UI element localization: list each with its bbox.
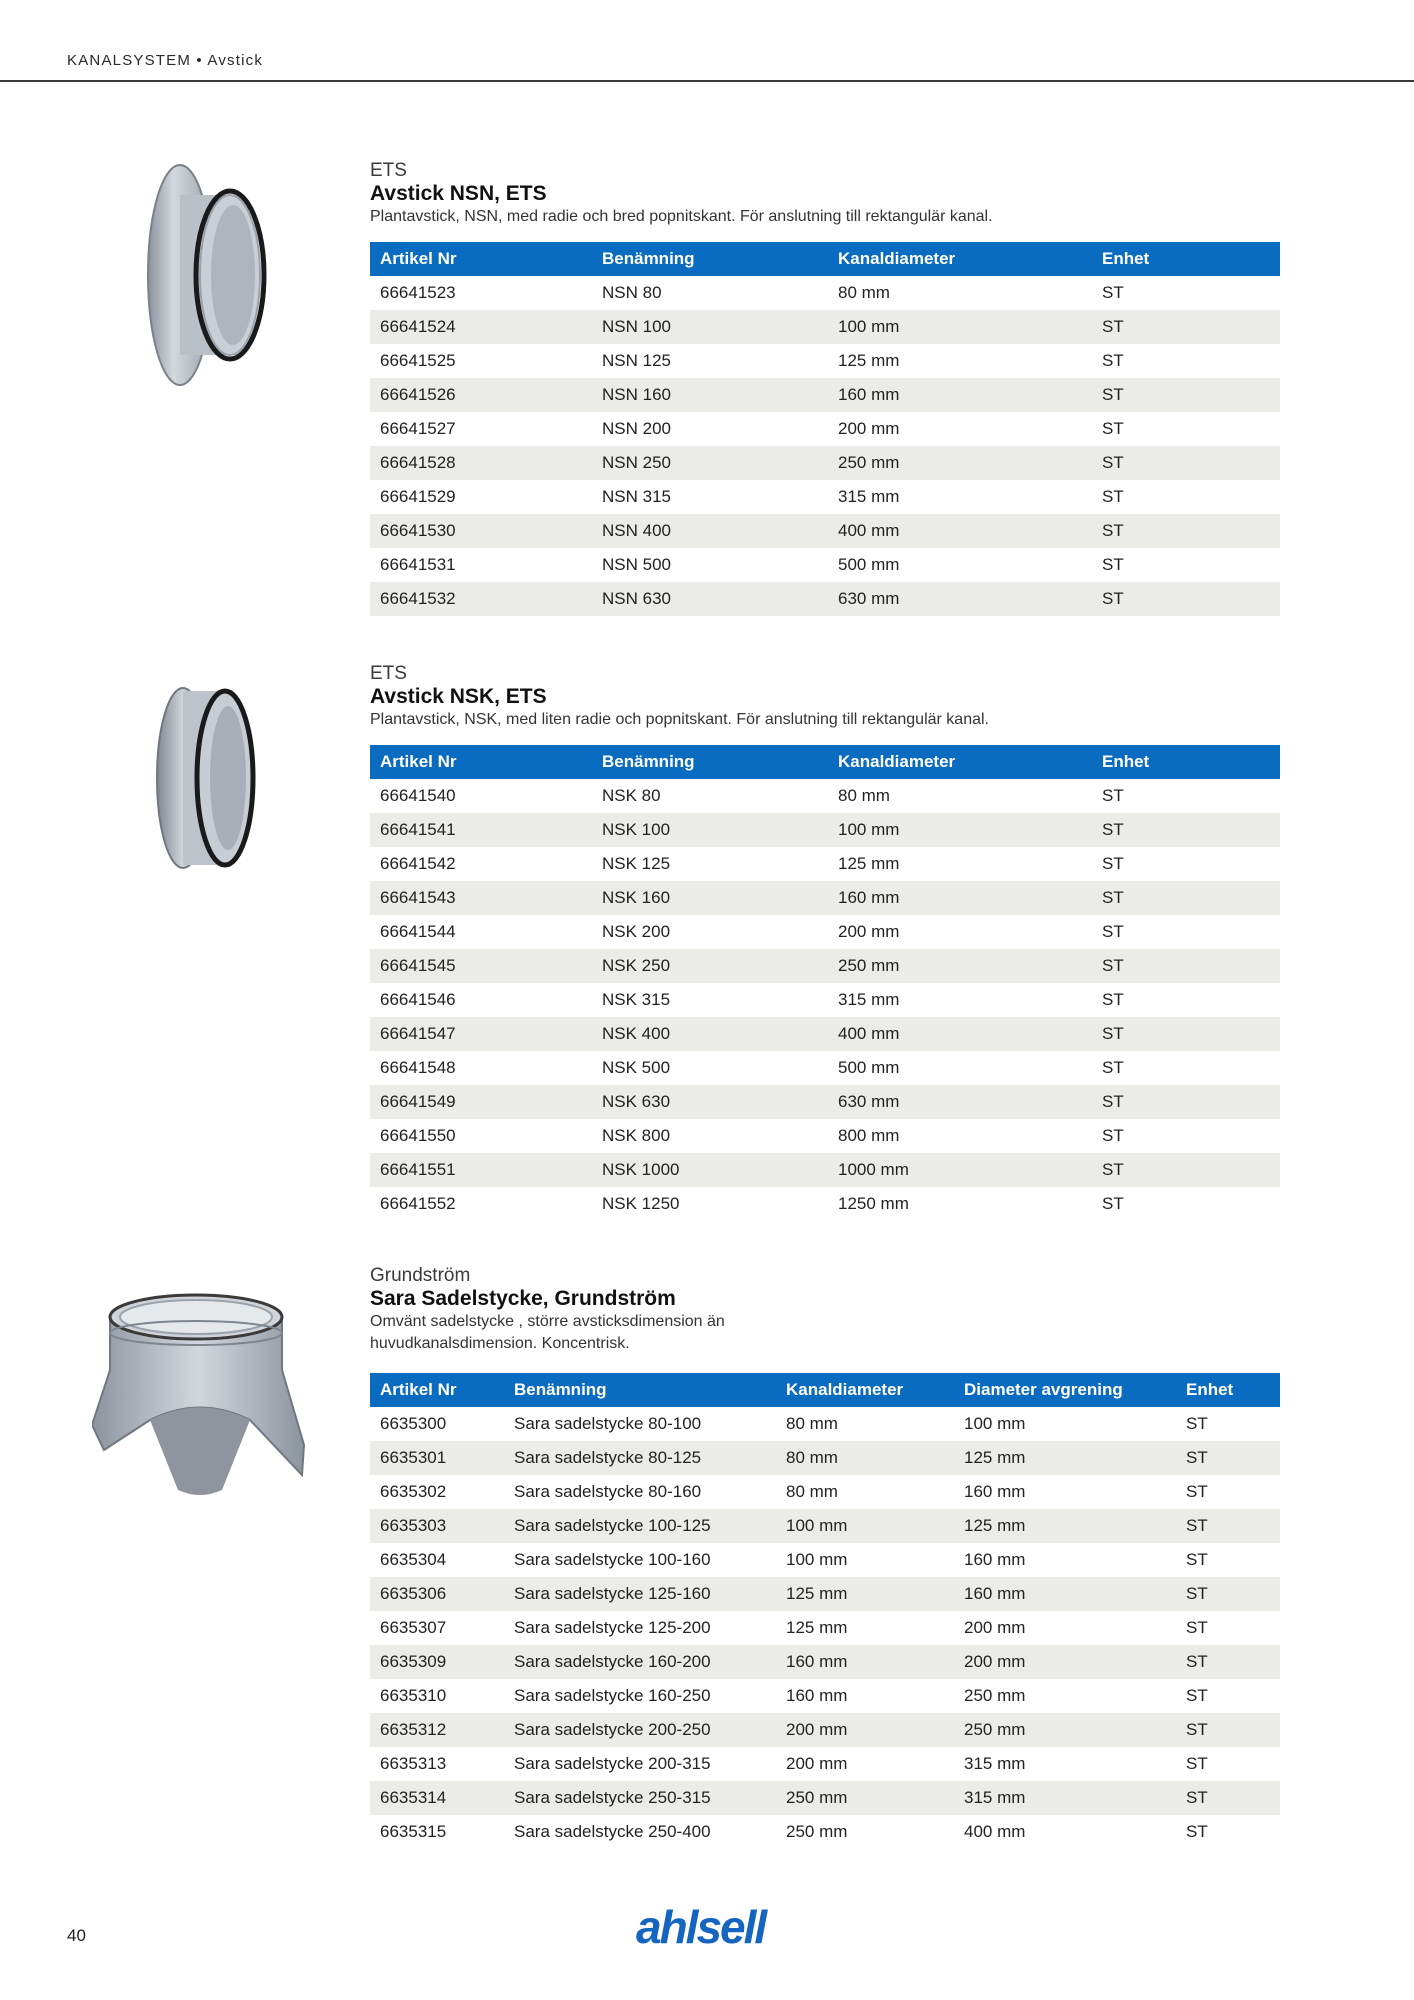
table-cell: 315 mm xyxy=(838,487,900,506)
sara-table xyxy=(370,1373,1280,1849)
table-row xyxy=(370,310,1280,344)
table-cell: 400 mm xyxy=(964,1822,1026,1841)
col-header: Kanaldiameter xyxy=(828,242,1092,276)
table-cell: 400 mm xyxy=(828,514,1092,548)
table-cell: ST xyxy=(1092,813,1280,847)
table-cell: NSK 80 xyxy=(602,786,661,805)
table-row xyxy=(370,813,1280,847)
table-cell: 66641547 xyxy=(370,1017,592,1051)
col-header: Enhet xyxy=(1092,745,1280,779)
table-row xyxy=(370,514,1280,548)
table-cell: NSN 100 xyxy=(592,310,828,344)
table-row xyxy=(370,1407,1280,1441)
table-cell: 66641526 xyxy=(370,378,592,412)
table-row xyxy=(370,1187,1280,1221)
table-cell: ST xyxy=(1102,419,1124,438)
table-row xyxy=(370,1085,1280,1119)
table-cell: 125 mm xyxy=(838,854,900,873)
table-row xyxy=(370,378,1280,412)
table-cell: NSN 315 xyxy=(602,487,671,506)
table-row xyxy=(370,881,1280,915)
sara-texts xyxy=(370,1265,1280,1355)
table-cell: ST xyxy=(1092,1017,1280,1051)
table-cell: ST xyxy=(1102,555,1124,574)
table-cell: ST xyxy=(1186,1618,1208,1637)
table-cell: ST xyxy=(1092,514,1280,548)
table-header-row xyxy=(370,242,1280,276)
col-header: Benämning xyxy=(592,242,828,276)
table-row xyxy=(370,1509,1280,1543)
table-row xyxy=(370,1815,1280,1849)
table-cell: Sara sadelstycke 200-315 xyxy=(514,1754,711,1773)
table-row xyxy=(370,915,1280,949)
product-title: Avstick NSN, ETS xyxy=(370,182,547,205)
table-cell: 800 mm xyxy=(838,1126,900,1145)
table-cell: ST xyxy=(1092,582,1280,616)
table-cell: Sara sadelstycke 80-100 xyxy=(514,1414,702,1433)
table-cell: Sara sadelstycke 250-400 xyxy=(514,1822,711,1841)
table-cell: 100 mm xyxy=(964,1414,1026,1433)
table-row xyxy=(370,582,1280,616)
table-row xyxy=(370,412,1280,446)
table-row xyxy=(370,1441,1280,1475)
table-cell: 250 mm xyxy=(828,949,1092,983)
table-cell: 315 mm xyxy=(838,990,900,1009)
nsn-table xyxy=(370,242,1280,616)
page-header xyxy=(0,0,1414,82)
table-cell: 66641532 xyxy=(370,582,592,616)
table-cell: 400 mm xyxy=(828,1017,1092,1051)
table-cell: ST xyxy=(1092,378,1280,412)
table-cell: 80 mm xyxy=(786,1414,838,1433)
table-header-row xyxy=(370,1373,1280,1407)
table-cell: 200 mm xyxy=(954,1645,1176,1679)
table-cell: 80 mm xyxy=(838,786,890,805)
table-cell: 66641524 xyxy=(370,310,592,344)
table-cell: NSK 800 xyxy=(602,1126,671,1145)
table-cell: 160 mm xyxy=(828,881,1092,915)
product-title: Avstick NSK, ETS xyxy=(370,685,547,708)
table-cell: 100 mm xyxy=(776,1509,954,1543)
table-row xyxy=(370,1747,1280,1781)
table-cell: 6635307 xyxy=(380,1618,447,1637)
table-cell: Sara sadelstycke 125-200 xyxy=(514,1618,711,1637)
table-cell: ST xyxy=(1092,1085,1280,1119)
col-header: Enhet xyxy=(1092,242,1280,276)
nsk-table xyxy=(370,745,1280,1221)
table-row xyxy=(370,480,1280,514)
category-label: ETS xyxy=(370,160,407,181)
table-cell: 160 mm xyxy=(964,1550,1026,1569)
table-row xyxy=(370,779,1280,813)
table-cell: ST xyxy=(1092,1153,1280,1187)
product-description-line: Omvänt sadelstycke , större avsticksdimension än xyxy=(370,1313,725,1330)
table-cell: ST xyxy=(1186,1550,1208,1569)
nsn-fitting-image xyxy=(135,160,275,390)
table-cell: 200 mm xyxy=(776,1713,954,1747)
product-title: Sara Sadelstycke, Grundström xyxy=(370,1287,676,1310)
table-cell: NSN 500 xyxy=(602,555,671,574)
table-cell: ST xyxy=(1092,446,1280,480)
table-cell: NSN 80 xyxy=(602,283,662,302)
table-cell: ST xyxy=(1102,351,1124,370)
table-cell: 630 mm xyxy=(828,1085,1092,1119)
table-cell: ST xyxy=(1102,1194,1124,1213)
table-cell: ST xyxy=(1092,881,1280,915)
table-cell: 6635302 xyxy=(380,1482,447,1501)
table-cell: 250 mm xyxy=(964,1686,1026,1705)
product-description: Plantavstick, NSN, med radie och bred popnitskant. För anslutning till rektangulär kanal. xyxy=(370,208,993,225)
table-cell: 66641525 xyxy=(380,351,456,370)
table-cell: 6635303 xyxy=(370,1509,504,1543)
page-number: 40 xyxy=(67,1926,86,1945)
table-row xyxy=(370,1679,1280,1713)
table-cell: 100 mm xyxy=(828,310,1092,344)
table-row xyxy=(370,1017,1280,1051)
table-cell: 6635300 xyxy=(380,1414,447,1433)
table-cell: Sara sadelstycke 160-250 xyxy=(514,1686,711,1705)
table-row xyxy=(370,1051,1280,1085)
table-row xyxy=(370,847,1280,881)
table-cell: 6635306 xyxy=(370,1577,504,1611)
table-cell: 250 mm xyxy=(828,446,1092,480)
product-description: Plantavstick, NSK, med liten radie och popnitskant. För anslutning till rektangulär kanal. xyxy=(370,711,989,728)
table-cell: 6635310 xyxy=(380,1686,447,1705)
table-cell: NSN 400 xyxy=(592,514,828,548)
table-cell: 630 mm xyxy=(828,582,1092,616)
table-cell: NSK 400 xyxy=(592,1017,828,1051)
col-header: Artikel Nr xyxy=(370,242,592,276)
table-row xyxy=(370,1119,1280,1153)
table-cell: NSN 160 xyxy=(592,378,828,412)
table-cell: 160 mm xyxy=(964,1482,1026,1501)
table-cell: Sara sadelstycke 125-160 xyxy=(504,1577,776,1611)
table-cell: NSK 500 xyxy=(602,1058,671,1077)
table-cell: 125 mm xyxy=(954,1441,1176,1475)
table-cell: NSK 125 xyxy=(602,854,671,873)
table-cell: ST xyxy=(1102,487,1124,506)
table-cell: 200 mm xyxy=(964,1618,1026,1637)
table-cell: 66641529 xyxy=(380,487,456,506)
table-cell: NSN 250 xyxy=(592,446,828,480)
table-cell: 6635304 xyxy=(380,1550,447,1569)
table-row xyxy=(370,1577,1280,1611)
col-header: Enhet xyxy=(1176,1373,1280,1407)
nsn-texts xyxy=(370,160,1280,228)
table-cell: 66641523 xyxy=(380,283,456,302)
table-cell: 66641542 xyxy=(380,854,456,873)
table-row xyxy=(370,548,1280,582)
table-cell: ST xyxy=(1186,1686,1208,1705)
table-cell: ST xyxy=(1102,990,1124,1009)
table-cell: 80 mm xyxy=(776,1441,954,1475)
nsk-texts xyxy=(370,663,1280,731)
table-cell: ST xyxy=(1102,786,1124,805)
table-cell: ST xyxy=(1092,949,1280,983)
table-cell: 66641549 xyxy=(370,1085,592,1119)
table-cell: 66641544 xyxy=(380,922,456,941)
table-cell: 80 mm xyxy=(786,1482,838,1501)
table-row xyxy=(370,1475,1280,1509)
table-cell: ST xyxy=(1186,1482,1208,1501)
table-cell: 250 mm xyxy=(786,1822,848,1841)
breadcrumb: KANALSYSTEM • Avstick xyxy=(67,52,264,69)
table-cell: 6635314 xyxy=(370,1781,504,1815)
table-cell: 66641551 xyxy=(370,1153,592,1187)
table-cell: 125 mm xyxy=(786,1618,848,1637)
table-cell: 66641550 xyxy=(380,1126,456,1145)
table-cell: 500 mm xyxy=(838,555,900,574)
table-cell: 66641552 xyxy=(380,1194,456,1213)
table-cell: 66641545 xyxy=(370,949,592,983)
table-header-row xyxy=(370,745,1280,779)
table-cell: 80 mm xyxy=(838,283,890,302)
table-cell: Sara sadelstycke 200-250 xyxy=(504,1713,776,1747)
table-cell: NSN 200 xyxy=(602,419,671,438)
table-row xyxy=(370,276,1280,310)
table-cell: 500 mm xyxy=(838,1058,900,1077)
col-header: Artikel Nr xyxy=(370,745,592,779)
table-row xyxy=(370,949,1280,983)
table-cell: 125 mm xyxy=(838,351,900,370)
table-cell: 125 mm xyxy=(954,1509,1176,1543)
table-cell: ST xyxy=(1176,1713,1280,1747)
table-row xyxy=(370,446,1280,480)
col-header: Diameter avgrening xyxy=(954,1373,1176,1407)
table-cell: Sara sadelstycke 100-160 xyxy=(514,1550,711,1569)
table-cell: ST xyxy=(1186,1414,1208,1433)
table-cell: ST xyxy=(1102,854,1124,873)
table-cell: ST xyxy=(1102,1058,1124,1077)
table-cell: NSK 200 xyxy=(602,922,671,941)
table-cell: NSN 125 xyxy=(602,351,671,370)
table-cell: 315 mm xyxy=(954,1781,1176,1815)
table-cell: NSK 1250 xyxy=(602,1194,680,1213)
saddle-fitting-image xyxy=(92,1275,307,1500)
col-header: Kanaldiameter xyxy=(776,1373,954,1407)
table-cell: 66641543 xyxy=(370,881,592,915)
table-cell: 160 mm xyxy=(954,1577,1176,1611)
table-cell: NSK 1000 xyxy=(592,1153,828,1187)
table-cell: ST xyxy=(1102,922,1124,941)
table-cell: Sara sadelstycke 80-125 xyxy=(504,1441,776,1475)
table-cell: 66641528 xyxy=(370,446,592,480)
table-cell: 200 mm xyxy=(786,1754,848,1773)
table-cell: 315 mm xyxy=(964,1754,1026,1773)
table-cell: 160 mm xyxy=(786,1686,848,1705)
table-cell: 1250 mm xyxy=(838,1194,909,1213)
table-cell: ST xyxy=(1186,1754,1208,1773)
table-cell: NSK 630 xyxy=(592,1085,828,1119)
table-cell: 66641540 xyxy=(380,786,456,805)
col-header: Artikel Nr xyxy=(370,1373,504,1407)
table-cell: 160 mm xyxy=(776,1645,954,1679)
table-cell: ST xyxy=(1102,1126,1124,1145)
col-header: Benämning xyxy=(504,1373,776,1407)
table-cell: 6635315 xyxy=(380,1822,447,1841)
table-cell: 250 mm xyxy=(776,1781,954,1815)
table-cell: Sara sadelstycke 100-125 xyxy=(504,1509,776,1543)
table-cell: ST xyxy=(1102,283,1124,302)
table-row xyxy=(370,344,1280,378)
table-row xyxy=(370,1543,1280,1577)
table-cell: 125 mm xyxy=(776,1577,954,1611)
table-cell: 1000 mm xyxy=(828,1153,1092,1187)
table-cell: 6635312 xyxy=(370,1713,504,1747)
table-row xyxy=(370,1781,1280,1815)
table-cell: 6635301 xyxy=(370,1441,504,1475)
table-cell: 100 mm xyxy=(828,813,1092,847)
table-row xyxy=(370,1611,1280,1645)
table-cell: 200 mm xyxy=(838,419,900,438)
table-row xyxy=(370,983,1280,1017)
product-description-line: huvudkanalsdimension. Koncentrisk. xyxy=(370,1335,630,1352)
table-cell: NSK 100 xyxy=(592,813,828,847)
nsk-fitting-image xyxy=(148,683,263,873)
table-cell: 200 mm xyxy=(838,922,900,941)
table-cell: 66641531 xyxy=(380,555,456,574)
table-cell: 66641548 xyxy=(380,1058,456,1077)
table-cell: Sara sadelstycke 80-160 xyxy=(514,1482,702,1501)
table-cell: 66641527 xyxy=(380,419,456,438)
table-cell: 6635313 xyxy=(380,1754,447,1773)
col-header: Kanaldiameter xyxy=(828,745,1092,779)
table-cell: NSN 630 xyxy=(592,582,828,616)
table-cell: Sara sadelstycke 250-315 xyxy=(504,1781,776,1815)
table-cell: ST xyxy=(1176,1781,1280,1815)
table-cell: 160 mm xyxy=(828,378,1092,412)
table-row xyxy=(370,1645,1280,1679)
category-label: Grundström xyxy=(370,1265,471,1286)
table-cell: ST xyxy=(1176,1441,1280,1475)
table-cell: ST xyxy=(1176,1577,1280,1611)
table-cell: NSK 315 xyxy=(602,990,671,1009)
table-row xyxy=(370,1153,1280,1187)
table-cell: ST xyxy=(1176,1645,1280,1679)
table-cell: 100 mm xyxy=(786,1550,848,1569)
ahlsell-logo: ahlsell xyxy=(636,1901,766,1953)
table-cell: ST xyxy=(1092,310,1280,344)
table-cell: 6635309 xyxy=(370,1645,504,1679)
table-cell: NSK 250 xyxy=(592,949,828,983)
table-cell: 66641541 xyxy=(370,813,592,847)
table-cell: ST xyxy=(1176,1509,1280,1543)
table-cell: 66641546 xyxy=(380,990,456,1009)
table-cell: ST xyxy=(1186,1822,1208,1841)
table-cell: 66641530 xyxy=(370,514,592,548)
table-cell: 250 mm xyxy=(954,1713,1176,1747)
category-label: ETS xyxy=(370,663,407,684)
table-cell: NSK 160 xyxy=(592,881,828,915)
table-cell: Sara sadelstycke 160-200 xyxy=(504,1645,776,1679)
table-row xyxy=(370,1713,1280,1747)
col-header: Benämning xyxy=(592,745,828,779)
